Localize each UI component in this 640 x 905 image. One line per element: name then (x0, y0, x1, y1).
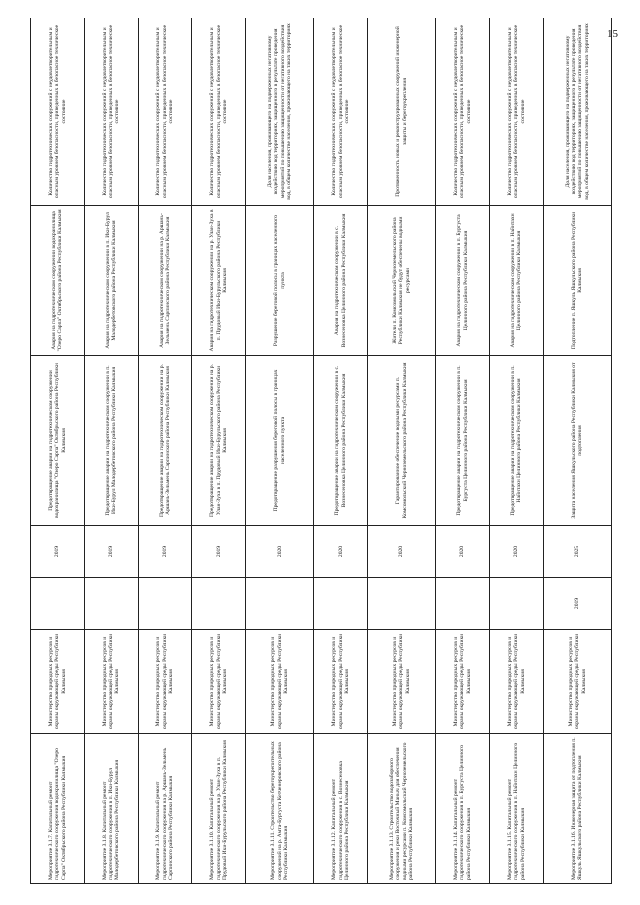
measure-cell: Мероприятие 3.1.9. Капитальный ремонт гидротехнического сооружения на р. Аршань-Зельмень Сарпинского района Республики Калмыкия (138, 734, 192, 884)
measures-table-body (31, 18, 612, 884)
end-year-cell: 2020 (368, 526, 436, 578)
end-year-cell: 2019 (84, 526, 138, 578)
table-row (543, 18, 611, 884)
measure-cell: Мероприятие 3.1.10. Капитальный ремонт гидротехнического сооружения на р. Улан-Зуха в п. Прудовый Ики-Бурульского района Республики Калмыкия (192, 734, 246, 884)
consequence-cell: Авария на гидротехническом сооружении в с. Вознесеновка Целинного района Республики Калмыкия (314, 206, 368, 356)
end-year-cell: 2019 (31, 526, 85, 578)
consequence-cell: Подтопление п. Яшкуль Яшкульского района Республики Калмыкия (543, 206, 611, 356)
indicator-cell: Доля населения, проживающего на подверженных негативному воздействию вод территориях, защищенного в результате проведения мероприятий по повышению защищенности от негативного воздействия вод, в общем количестве населения, проживающего на таких территориях (246, 18, 314, 206)
consequence-cell: Авария на гидротехническом сооружении водохранилища "Озеро Сарпа" Октябрьского района Республики Калмыкия (31, 206, 85, 356)
rotated-table (30, 18, 612, 884)
executor-cell: Министерство природных ресурсов и охраны окружающей среды Республики Калмыкия (31, 630, 85, 734)
table-row (436, 18, 490, 884)
expected-result-cell: Предотвращение разрушения береговой полосы в границах населенного пункта (246, 356, 314, 526)
expected-result-cell: Предотвращение аварии на гидротехническом сооружении в с. Вознесеновка Целинного района Республики Калмыкия (314, 356, 368, 526)
expected-result-cell: Предотвращение аварии на гидротехническом сооружении на р. Улан-Зуха в п. Прудовый Ики-Бурульского района Республики Калмыкия (192, 356, 246, 526)
measure-cell: Мероприятие 3.1.14. Капитальный ремонт гидротехнического сооружения в п. Бургуста Целинного района Республики Калмыкия (436, 734, 490, 884)
expected-result-cell: Предотвращение аварии на гидротехническом сооружении водохранилища "Озеро Сарпа" Октябрьского района Республики Калмыкия (31, 356, 85, 526)
expected-result-cell: Гарантированное обеспечение водными ресурсами п. Комсомольский Черноземельского района Республики Калмыкия (368, 356, 436, 526)
expected-result-cell: Предотвращение аварии на гидротехническом сооружении в п. Бургуста Целинного района Республики Калмыкия (436, 356, 490, 526)
table-row (490, 18, 544, 884)
executor-cell: Министерство природных ресурсов и охраны окружающей среды Республики Калмыкия (490, 630, 544, 734)
expected-result-cell: Защита населения Яшкульского района Республики Калмыкия от подтопления (543, 356, 611, 526)
indicator-cell: Доля населения, проживающего на подверженных негативному воздействию вод территориях, защищенного в результате проведения мероприятий по повышению защищенности от негативного воздействия вод, в общем количестве населения, проживающего на таких территориях (543, 18, 611, 206)
end-year-cell: 2019 (192, 526, 246, 578)
measure-cell: Мероприятие 3.1.16. Инженерная защита от подтопления п. Яшкуль Яшкульского района Республики Калмыкия (543, 734, 611, 884)
table-row (246, 18, 314, 884)
executor-cell: Министерство природных ресурсов и охраны окружающей среды Республики Калмыкия (246, 630, 314, 734)
executor-cell: Министерство природных ресурсов и охраны окружающей среды Республики Калмыкия (314, 630, 368, 734)
rotated-table-frame (30, 18, 612, 884)
table-row (314, 18, 368, 884)
indicator-cell: Количество гидротехнических сооружений с неудовлетворительным и опасным уровнем безопасности, приведенных в безопасное техническое состояние (436, 18, 490, 206)
page-number: 15 (607, 28, 618, 40)
executor-cell: Министерство природных ресурсов и охраны окружающей среды Республики Калмыкия (84, 630, 138, 734)
end-year-cell: 2019 (138, 526, 192, 578)
start-year-cell (192, 578, 246, 630)
executor-cell: Министерство природных ресурсов и охраны окружающей среды Республики Калмыкия (436, 630, 490, 734)
start-year-cell (368, 578, 436, 630)
measure-cell: Мероприятие 3.1.12. Капитальный ремонт гидротехнического сооружения в с. Вознесеновка Целинного района Республики Калмыкия (314, 734, 368, 884)
start-year-cell (490, 578, 544, 630)
expected-result-cell: Предотвращение аварии на гидротехническом сооружении в п. Найнтахн Целинного района Республики Калмыкия (490, 356, 544, 526)
indicator-cell: Количество гидротехнических сооружений с неудовлетворительным и опасным уровнем безопасности, приведенных в безопасное техническое состояние (138, 18, 192, 206)
indicator-cell: Количество гидротехнических сооружений с неудовлетворительным и опасным уровнем безопасности, приведенных в безопасное техническое состояние (192, 18, 246, 206)
executor-cell: Министерство природных ресурсов и охраны окружающей среды Республики Калмыкия (368, 630, 436, 734)
start-year-cell (138, 578, 192, 630)
measures-table (30, 18, 612, 884)
indicator-cell: Количество гидротехнических сооружений с неудовлетворительным и опасным уровнем безопасности, приведенных в безопасное техническое состояние (490, 18, 544, 206)
executor-cell: Министерство природных ресурсов и охраны окружающей среды Республики Калмыкия (138, 630, 192, 734)
start-year-cell: 2019 (543, 578, 611, 630)
end-year-cell: 2020 (436, 526, 490, 578)
start-year-cell (314, 578, 368, 630)
consequence-cell: Разрушение береговой полосы в границах населенного пункта (246, 206, 314, 356)
consequence-cell: Авария на гидротехническом сооружении на р. Аршань-Зельмень Сарпинского района Республики Калмыкия (138, 206, 192, 356)
executor-cell: Министерство природных ресурсов и охраны окружающей среды Республики Калмыкия (543, 630, 611, 734)
indicator-cell: Количество гидротехнических сооружений с неудовлетворительным и опасным уровнем безопасности, приведенных в безопасное техническое состояние (84, 18, 138, 206)
measure-cell: Мероприятие 3.1.15. Капитальный ремонт гидротехнического сооружения в п. Найнтахн Целинного района Республики Калмыкия (490, 734, 544, 884)
table-row (138, 18, 192, 884)
end-year-cell: 2025 (543, 526, 611, 578)
start-year-cell (31, 578, 85, 630)
end-year-cell: 2020 (490, 526, 544, 578)
indicator-cell: Количество гидротехнических сооружений с неудовлетворительным и опасным уровнем безопасности, приведенных в безопасное техническое состояние (314, 18, 368, 206)
measure-cell: Мероприятие 3.1.7. Капитальный ремонт гидротехнического сооружения водохранилища "Озеро Сарпа" Октябрьского района Республики Калмыкия (31, 734, 85, 884)
end-year-cell: 2020 (314, 526, 368, 578)
consequence-cell: Жители п. Комсомольский Черноземельского района Республики Калмыкия не будут обеспечены водными ресурсами (368, 206, 436, 356)
indicator-cell: Количество гидротехнических сооружений с неудовлетворительным и опасным уровнем безопасности, приведенных в безопасное техническое состояние (31, 18, 85, 206)
start-year-cell (246, 578, 314, 630)
start-year-cell (84, 578, 138, 630)
executor-cell: Министерство природных ресурсов и охраны окружающей среды Республики Калмыкия (192, 630, 246, 734)
table-row (84, 18, 138, 884)
table-row (31, 18, 85, 884)
measure-cell: Мероприятие 3.1.8. Капитальный ремонт гидротехнического сооружения в п. Ики-Бурул Малодербетовского района Республики Калмыкия (84, 734, 138, 884)
end-year-cell: 2020 (246, 526, 314, 578)
start-year-cell (436, 578, 490, 630)
consequence-cell: Авария на гидротехническом сооружении в п. Ики-Бурул Малодербетовского района Республики Калмыкия (84, 206, 138, 356)
consequence-cell: Авария на гидротехническом сооружении в п. Бургуста Целинного района Республики Калмыкия (436, 206, 490, 356)
consequence-cell: Авария на гидротехническом сооружении на р. Улан-Зуха в п. Прудовый Ики-Бурульского района Республики Калмыкия (192, 206, 246, 356)
measure-cell: Мероприятие 3.1.13. Строительство водозаборного сооружения и реки Восточный Маныч для обеспечения водными ресурсами п. Комсомольский Черноземельского района Республики Калмыкия (368, 734, 436, 884)
table-row (368, 18, 436, 884)
consequence-cell: Авария на гидротехническом сооружении в п. Найнтахн Целинного района Республики Калмыкия (490, 206, 544, 356)
measure-cell: Мероприятие 3.1.11. Строительство берегоукрепительных сооружений на р. Амта-Бургуста Кетченеровского района Республики Калмыкия (246, 734, 314, 884)
table-row (192, 18, 246, 884)
expected-result-cell: Предотвращение аварии на гидротехническом сооружении в п. Ики-Бурул Малодербетовского района Республики Калмыкия (84, 356, 138, 526)
expected-result-cell: Предотвращение аварии на гидротехническом сооружении на р. Аршань-Зельмень Сарпинского района Республики Калмыкия (138, 356, 192, 526)
indicator-cell: Протяженность новых и реконструированных сооружений инженерной защиты и берегоукрепления (368, 18, 436, 206)
